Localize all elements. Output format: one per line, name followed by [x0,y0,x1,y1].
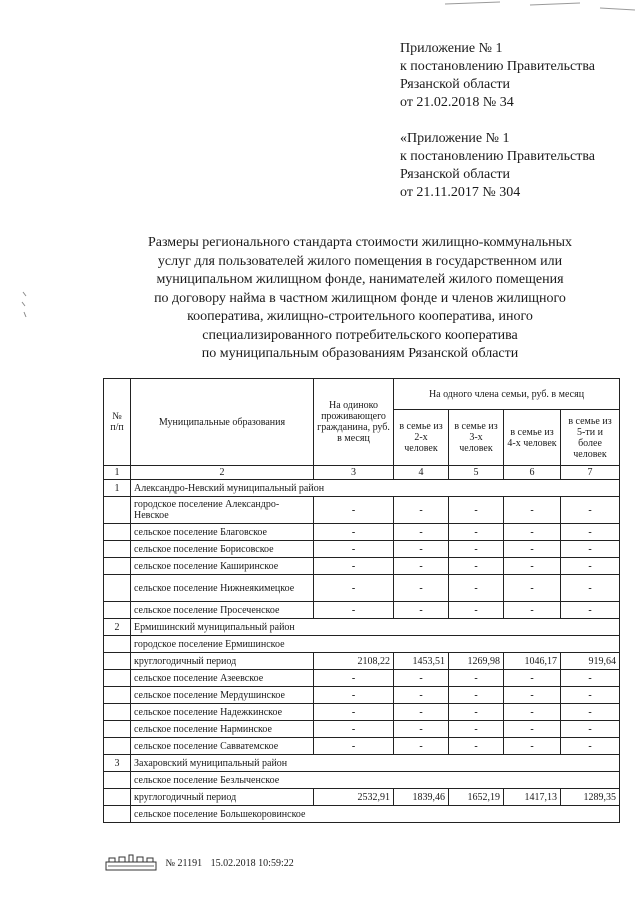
value-cell: - [504,497,561,524]
municipality-name: сельское поселение Нижнеякимецкое [131,575,314,602]
title-line: специализированного потребительского кооператива [202,327,518,343]
attachment-current-line1: Приложение № 1 [400,41,503,56]
district-row [104,755,620,772]
value-cell: - [394,704,449,721]
value-cell: 919,64 [561,653,620,670]
header-per-member: На одного члена семьи, руб. в месяц [394,379,620,410]
value-cell: - [314,602,394,619]
district-num: 3 [104,755,131,772]
registry-stamp-icon [105,854,157,872]
attachment-current-line2: к постановлению Правительства [400,59,596,74]
header-num: № п/п [104,379,131,466]
municipality-name: сельское поселение Просеченское [131,602,314,619]
district-row [104,480,620,497]
value-cell: - [561,687,620,704]
attachment-header-previous [400,130,595,202]
value-cell: - [449,738,504,755]
district-name: Александро-Невский муниципальный район [131,480,620,497]
value-cell: - [561,670,620,687]
column-number-row [104,466,620,480]
value-cell: - [561,524,620,541]
value-cell: - [314,558,394,575]
document-footer [105,854,294,872]
table-row [104,653,620,670]
value-cell: - [561,497,620,524]
value-cell: - [394,738,449,755]
value-cell: - [561,738,620,755]
title-line: услуг для пользователей жилого помещения в государственном или [157,253,563,269]
value-cell: - [314,497,394,524]
district-row [104,619,620,636]
value-cell: - [394,497,449,524]
value-cell: - [504,738,561,755]
value-cell: - [504,524,561,541]
municipality-name: сельское поселение Савватемское [131,738,314,755]
header-fam3: в семье из 3-х человек [449,410,504,466]
value-cell: - [561,575,620,602]
municipality-name: сельское поселение Азеевское [131,670,314,687]
value-cell: - [449,524,504,541]
title-line: Размеры регионального стандарта стоимости жилищно-коммунальных [147,235,573,250]
col-number: 3 [314,466,394,480]
value-cell: - [314,524,394,541]
municipality-name: сельское поселение Благовское [131,524,314,541]
table-row [104,687,620,704]
municipality-name: сельское поселение Надежкинское [131,704,314,721]
header-fam4: в семье из 4-х человек [504,410,561,466]
title-line: по муниципальным образованиям Рязанской области [201,346,519,361]
value-cell: - [449,541,504,558]
district-num: 2 [104,619,131,636]
district-num: 1 [104,480,131,497]
table-row [104,704,620,721]
attachment-previous-line3: Рязанской области [400,167,511,182]
municipality-name: сельское поселение Каширинское [131,558,314,575]
period-name: круглогодичный период [131,653,314,670]
col-number: 1 [104,466,131,480]
value-cell: - [394,721,449,738]
value-cell: - [394,687,449,704]
value-cell: - [504,558,561,575]
table-row [104,670,620,687]
value-cell: - [504,541,561,558]
tariff-table [103,378,620,823]
attachment-header-current [400,40,595,112]
value-cell: - [561,602,620,619]
value-cell: - [449,687,504,704]
title-line: муниципальном жилищном фонде, нанимателей жилого помещения [156,272,564,287]
value-cell: - [449,497,504,524]
value-cell: - [504,687,561,704]
value-cell: - [449,670,504,687]
title-line: кооператива, жилищно-строительного кооператива, иного [187,309,533,324]
value-cell: - [394,541,449,558]
table-row [104,575,620,602]
tariff-table-wrapper [103,378,620,823]
settlement-subheading: городское поселение Ермишинское [131,636,620,653]
value-cell: - [449,721,504,738]
table-row [104,497,620,524]
attachment-previous-line4: от 21.11.2017 № 304 [400,185,521,200]
value-cell: - [394,575,449,602]
value-cell: - [504,721,561,738]
header-fam5: в семье из 5-ти и более человек [561,410,620,466]
header-fam2: в семье из 2-х человек [394,410,449,466]
header-municipality: Муниципальные образования [131,379,314,466]
value-cell: - [561,558,620,575]
title-line: по договору найма в частном жилищном фонде и членов жилищного [154,290,566,306]
table-row [104,636,620,653]
attachment-current-line3: Рязанской области [400,77,511,92]
municipality-name: сельское поселение Борисовское [131,541,314,558]
table-row [104,524,620,541]
value-cell: 1417,13 [504,789,561,806]
table-header-row [104,379,620,410]
municipality-name: сельское поселение Мердушинское [131,687,314,704]
value-cell: - [314,687,394,704]
value-cell: - [314,670,394,687]
value-cell: 1269,98 [449,653,504,670]
table-row [104,602,620,619]
value-cell: 1652,19 [449,789,504,806]
table-row [104,541,620,558]
value-cell: - [314,541,394,558]
col-number: 7 [561,466,620,480]
attachment-current-line4: от 21.02.2018 № 34 [400,95,514,110]
value-cell: 1839,46 [394,789,449,806]
value-cell: 1289,35 [561,789,620,806]
table-row [104,789,620,806]
value-cell: - [504,602,561,619]
value-cell: - [449,575,504,602]
value-cell: - [394,602,449,619]
table-row [104,738,620,755]
col-number: 2 [131,466,314,480]
value-cell: - [314,575,394,602]
value-cell: - [449,558,504,575]
value-cell: - [449,602,504,619]
settlement-subheading: сельское поселение Безлыченское [131,772,620,789]
header-single: На одиноко проживающего гражданина, руб. в месяц [314,379,394,466]
col-number: 5 [449,466,504,480]
value-cell: - [561,704,620,721]
municipality-name: сельское поселение Большекоровинское [131,806,620,823]
scan-smudge-left [18,290,32,320]
doc-registration-datetime: 15.02.2018 10:59:22 [210,857,294,869]
district-name: Захаровский муниципальный район [131,755,620,772]
value-cell: - [504,704,561,721]
value-cell: - [561,541,620,558]
district-name: Ермишинский муниципальный район [131,619,620,636]
municipality-name: городское поселение Александро-Невское [131,497,314,524]
table-row [104,721,620,738]
value-cell: 2532,91 [314,789,394,806]
value-cell: - [504,575,561,602]
table-row [104,772,620,789]
value-cell: - [561,721,620,738]
value-cell: - [449,704,504,721]
value-cell: - [314,721,394,738]
col-number: 6 [504,466,561,480]
value-cell: - [314,738,394,755]
value-cell: - [394,558,449,575]
municipality-name: сельское поселение Нарминское [131,721,314,738]
value-cell: - [314,704,394,721]
value-cell: 1046,17 [504,653,561,670]
value-cell: - [504,670,561,687]
scan-smudge-top [440,0,640,14]
value-cell: 2108,22 [314,653,394,670]
table-row [104,806,620,823]
attachment-previous-line2: к постановлению Правительства [400,149,596,164]
col-number: 4 [394,466,449,480]
value-cell: 1453,51 [394,653,449,670]
doc-registration-number: № 21191 [165,857,203,869]
attachment-previous-line1: «Приложение № 1 [400,131,510,146]
table-row [104,558,620,575]
value-cell: - [394,670,449,687]
document-title [100,234,620,364]
period-name: круглогодичный период [131,789,314,806]
value-cell: - [394,524,449,541]
